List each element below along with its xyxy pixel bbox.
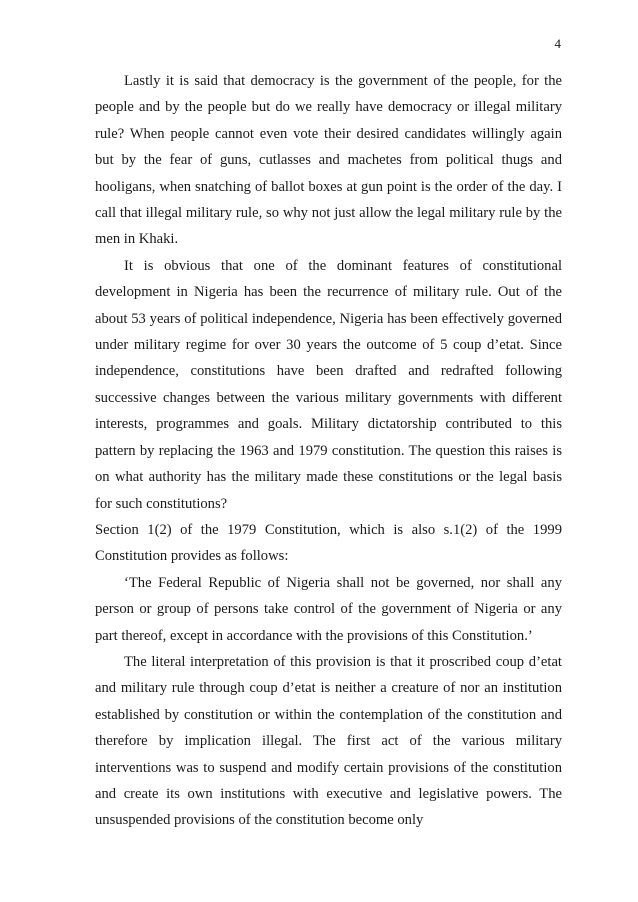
body-text — [95, 68, 562, 834]
page-number: 4 — [554, 36, 561, 51]
paragraph-military-rule: It is obvious that one of the dominant features of constitutional development in Nigeria has been the recurrence of military rule. Out of the about 53 years of political independence, Nigeria has been effectively governed under military regime for over 30 years the outcome of 5 coup d’etat. Since independence, constitutions have been drafted and redrafted following successive changes between the various military governments with different interests, programmes and goals. Military dictatorship contributed to this pattern by replacing the 1963 and 1979 constitution. The question this raises is on what authority has the military made these constitutions or the legal basis for such constitutions? — [95, 257, 562, 512]
paragraph-constitution-quote: ‘The Federal Republic of Nigeria shall not be governed, nor shall any person or group of persons take control of the government of Nigeria or any part thereof, except in accordance with the provisions of this Constitution.’ — [95, 574, 562, 644]
paragraph-democracy: Lastly it is said that democracy is the government of the people, for the people and by the people but do we really have democracy or illegal military rule? When people cannot even vote their desired candidates willingly again but by the fear of guns, cutlasses and machetes from political thugs and hooligans, when snatching of ballot boxes at gun point is the order of the day. I call that illegal military rule, so why not just allow the legal military rule by the men in Khaki. — [95, 73, 562, 248]
paragraph-section-reference: Section 1(2) of the 1979 Constitution, which is also s.1(2) of the 1999 Constitution provides as follows: — [95, 521, 562, 565]
paragraph-interpretation: The literal interpretation of this provision is that it proscribed coup d’etat and military rule through coup d’etat is neither a creature of nor an institution established by constitution or within the contemplation of the constitution and therefore by implication illegal. The first act of the various military interventions was to suspend and modify certain provisions of the constitution and create its own institutions with executive and legislative powers. The unsuspended provisions of the constitution become only — [95, 653, 562, 829]
